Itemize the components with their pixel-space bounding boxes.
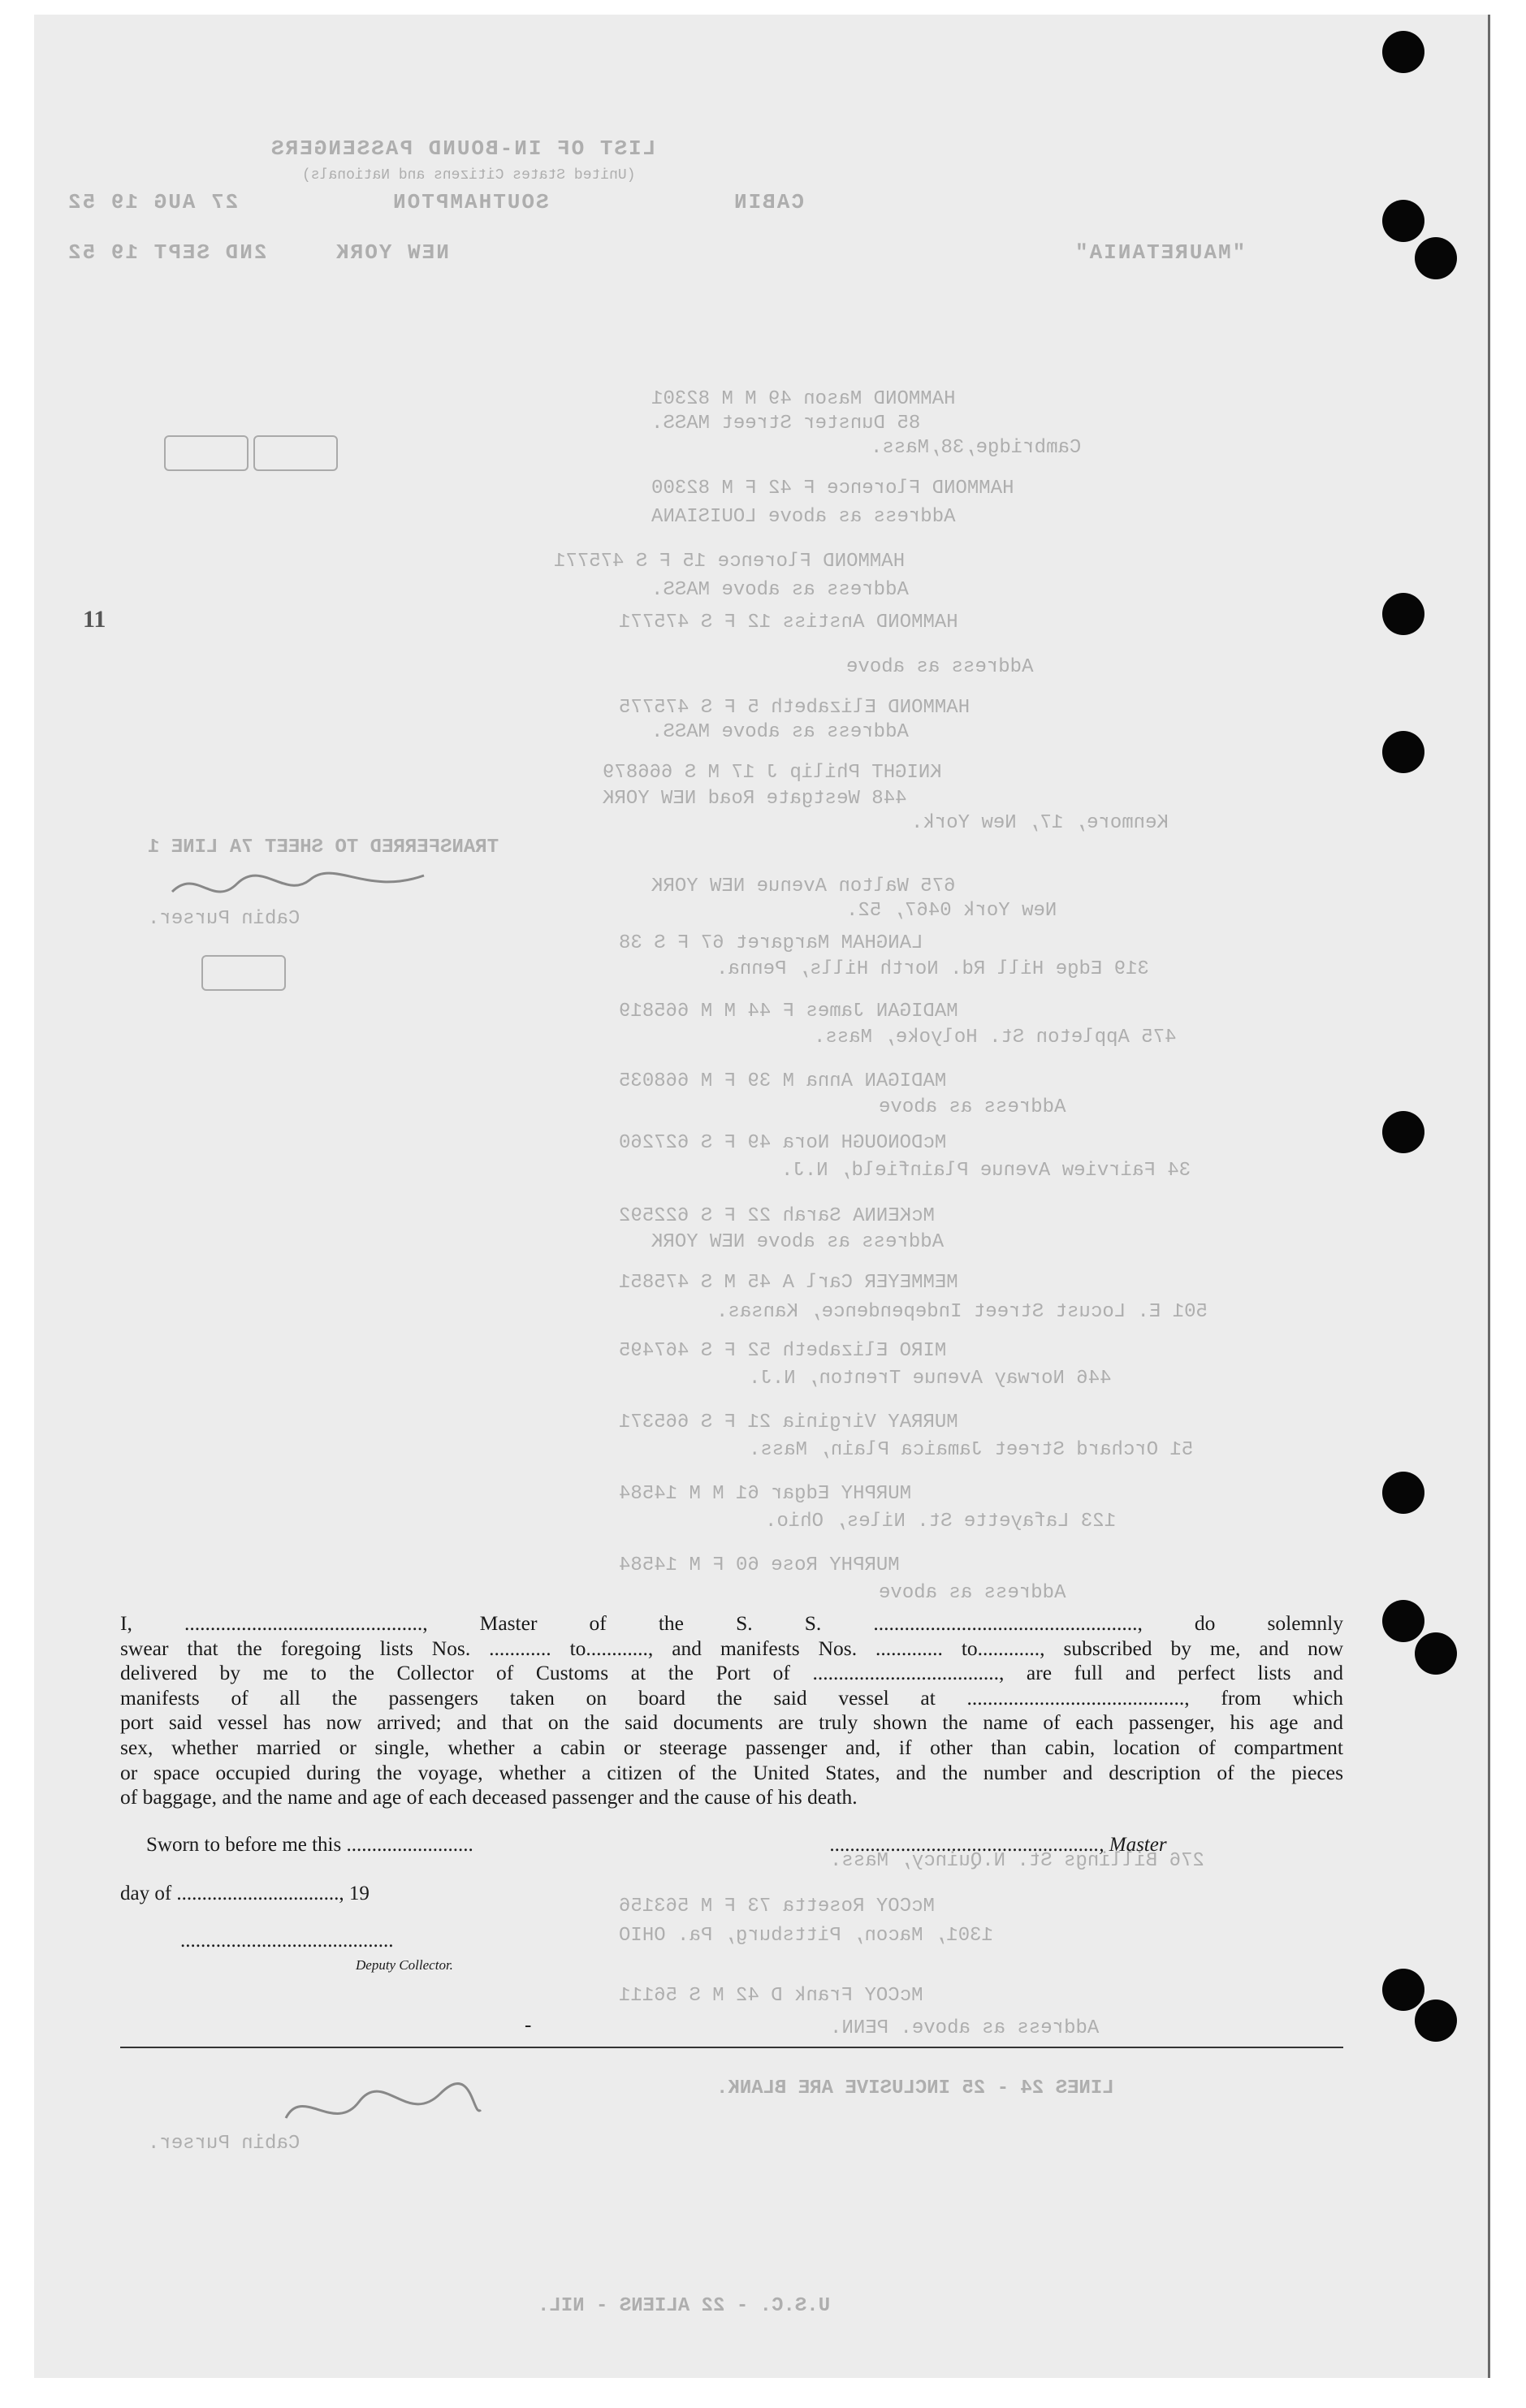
binder-hole [1382,1969,1424,2011]
bleed-line: KNIGHT Philip J 17 M S 666879 [603,762,942,784]
bleed-line: MEMMEYER Carl A 45 M S 475851 [619,1272,958,1294]
master-signature-line [830,1834,1167,1857]
bleed-line: U.S.C. - 22 ALIENS - NIL. [538,2295,831,2317]
bleed-line: Address as above MASS. [651,579,909,601]
master-label: , Master [1099,1834,1167,1856]
bleed-line: 319 Edge Hill Rd. North Hills, Penna. [716,958,1149,980]
bleed-port-from: SOUTHAMPTON [391,190,549,214]
binder-hole [1382,1472,1424,1514]
bleed-line: MURRAY Virginia 21 F S 665371 [619,1412,958,1433]
day-blank: ................................, 19 [176,1883,370,1904]
binder-hole [1382,200,1424,242]
bleed-line: 276 Billings St. N.Quincy, Mass. [830,1850,1204,1872]
manifest-sheet [34,15,1490,2378]
bleed-line: New York 0467, 52. [846,900,1057,922]
sworn-blank: ......................... [346,1834,473,1856]
binder-hole [1415,237,1457,279]
bleed-line: HAMMOND Anstiss 12 F S 475771 [619,612,958,633]
bleed-line: LANGHAM Margaret 67 F S 38 [619,932,923,954]
bleed-line: 85 Dunster Street MASS. [651,413,921,434]
master-blank: ..................................................... [830,1834,1100,1856]
bleed-line: HAMMOND Elizabeth 5 F S 475775 [619,697,971,719]
binder-hole [1382,593,1424,635]
bleed-line: Address as above LOUISIANA [651,506,956,528]
binder-hole [1382,731,1424,773]
bleed-line: Address as above [879,1582,1066,1604]
purser-signature [164,859,440,916]
bleed-line: McKENNA Sarah 22 F S 622592 [619,1205,935,1227]
bleed-cabin: CABIN [733,190,805,214]
dash-mark: - [525,2014,532,2036]
bleed-line: Address as above. PENN. [830,2017,1100,2039]
margin-stamp [253,435,338,471]
bleed-cabin-purser: Cabin Purser. [148,908,300,930]
binder-hole [1415,1999,1457,2042]
bleed-line: HAMMOND Florence F 42 F M 82300 [651,478,1014,499]
bleed-line: 51 Orchard Street Jamaica Plain, Mass. [749,1439,1194,1461]
oath-line: swear that the foregoing lists Nos. ............ to............, and manifests Nos. ............. to............, subscribed by me, and now [120,1636,1343,1660]
bleed-header-sub: (United States Citizens and Nationals) [302,167,636,184]
oath-line: port said vessel has now arrived; and that on the said documents are truly shown the name of each passenger, his age and [120,1710,1343,1735]
oath-line: I, .............................................., Master of the S. S. ..................................................., do solemnly [120,1611,1343,1635]
oath-line: sex, whether married or single, whether a cabin or steerage passenger and, if other than cabin, location of compartment [120,1735,1343,1759]
margin-stamp [164,435,249,471]
binder-hole [1382,1600,1424,1642]
oath-block [120,1611,1343,1810]
bleed-line: MURPHY Edgar 61 M M 14584 [619,1483,912,1505]
margin-stamp [201,955,286,991]
bleed-line: McCOY Rosetta 73 F M 563156 [619,1896,935,1917]
bleed-line: MURPHY Rose 60 F M 14584 [619,1554,900,1576]
bleed-line: Address as above [846,656,1034,678]
deputy-collector-label: Deputy Collector. [356,1957,453,1973]
bleed-line: McCOY Frank D 42 M S 56111 [619,1985,923,2007]
bleed-line: 1301, Macon, Pittsburg, Pa. OHIO [619,1925,993,1947]
bleed-line: 475 Appleton St. Holyoke, Mass. [814,1027,1177,1048]
bleed-line: 448 Westgate Road NEW YORK [603,788,907,810]
oath-line: of baggage, and the name and age of each deceased passenger and the cause of his death. [120,1785,858,1809]
divider-line [120,2047,1343,2048]
sworn-text: Sworn to before me this [146,1834,342,1856]
bleed-line: MADIGAN Anna M 39 F M 668035 [619,1070,947,1092]
bleed-header-title: LIST OF IN-BOUND PASSENGERS [270,136,656,161]
purser-signature [278,2077,489,2142]
bleed-cabin-purser: Cabin Purser. [148,2133,300,2155]
deputy-blank: .......................................... [180,1930,394,1952]
bleed-line: LINES 24 - 25 INCLUSIVE ARE BLANK. [716,2077,1114,2099]
binder-hole [1415,1632,1457,1675]
bleed-line: HAMMOND Mason 49 M M 82301 [651,388,956,410]
binder-hole [1382,31,1424,73]
day-of-line [120,1883,370,1905]
bleed-line: 446 Norway Avenue Trenton, N.J. [749,1368,1112,1390]
bleed-line: 501 E. Locust Street Independence, Kansas. [716,1301,1208,1323]
bleed-line: Address as above NEW YORK [651,1231,945,1253]
oath-line: or space occupied during the voyage, whether a citizen of the United States, and the number and description of the pieces [120,1760,1343,1784]
bleed-line: McDONOUGH Nora 49 F S 627260 [619,1132,947,1154]
sworn-label [146,1834,473,1857]
bleed-line: MADIGAN James F 44 M M 665819 [619,1001,958,1022]
oath-line: delivered by me to the Collector of Customs at the Port of ...................................., are full and perfect lists and [120,1661,1343,1685]
bleed-ship: "MAURETANIA" [1074,240,1246,265]
bleed-line: 675 Walton Avenue NEW YORK [651,875,956,897]
bleed-line: HAMMOND Florence 15 F S 475771 [554,551,906,573]
bleed-line: Cambridge,38,Mass. [871,437,1082,459]
bleed-line: TRANSFERRED TO SHEET 7A LINE 1 [148,837,499,858]
day-label: day of [120,1883,172,1904]
bleed-line: Kenmore, 17, New York. [911,812,1169,834]
bleed-line: Address as above [879,1096,1066,1118]
bleed-port-to: NEW YORK [335,240,449,265]
binder-hole [1382,1111,1424,1153]
bleed-line: 34 Fairview Avenue Plainfield, N.J. [781,1160,1191,1182]
bleed-line: Address as above MASS. [651,721,909,743]
bleed-line: MIRO Elizabeth 52 F S 467495 [619,1340,947,1362]
margin-number: 11 [83,606,106,633]
bleed-date-from: 27 AUG 19 52 [67,190,239,214]
bleed-line: 123 Lafayette St. Niles, Ohio. [765,1511,1117,1533]
bleed-date-to: 2ND SEPT 19 52 [67,240,267,265]
oath-line: manifests of all the passengers taken on board the said vessel at .........................................., from which [120,1685,1343,1710]
